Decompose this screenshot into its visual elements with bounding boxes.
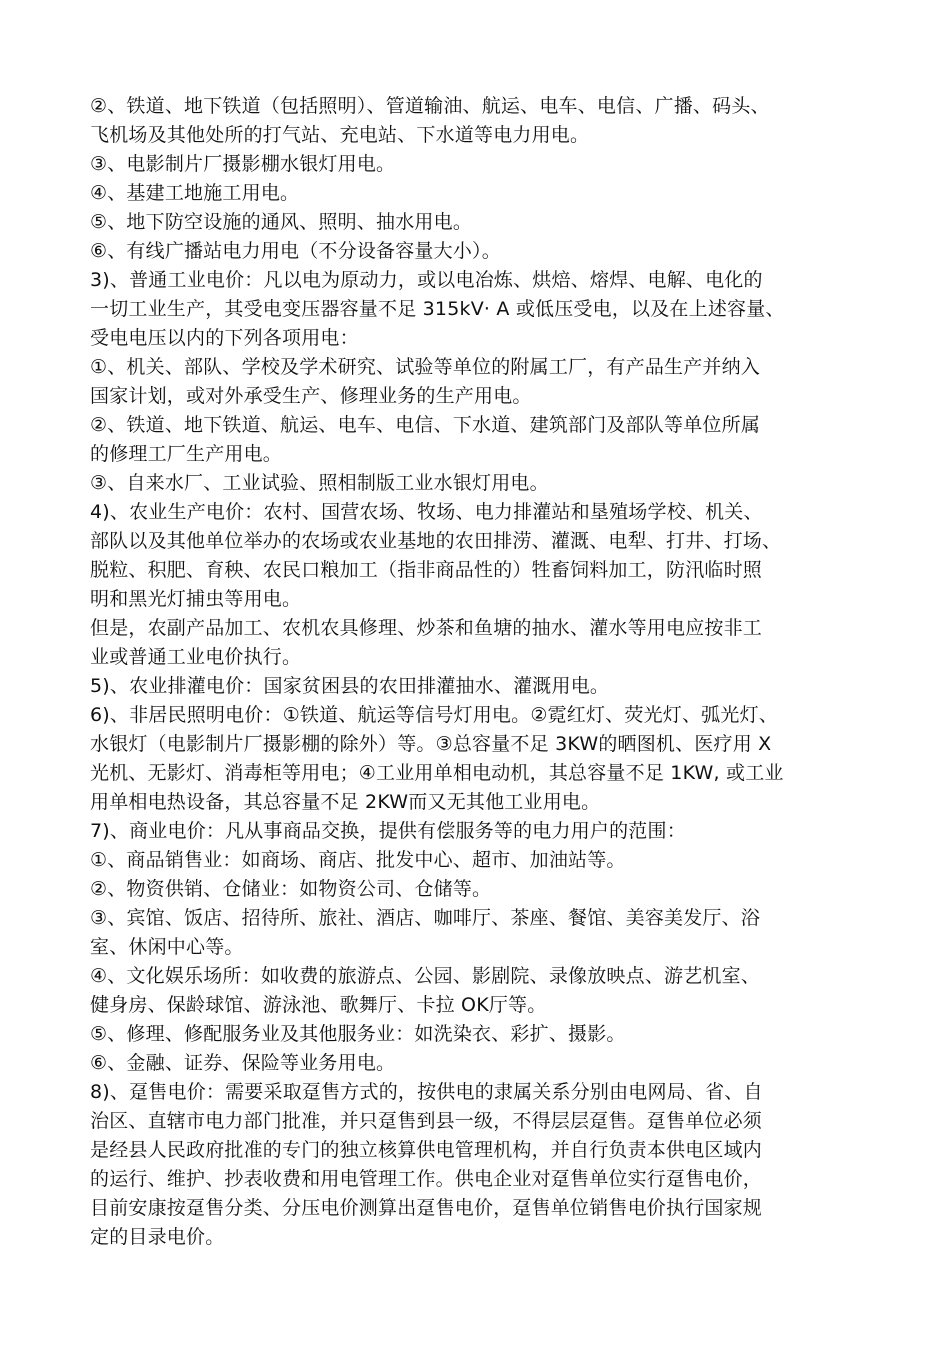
text-line: 部队以及其他单位举办的农场或农业基地的农田排涝、灌溉、电犁、打井、打场、 [90, 530, 782, 552]
text-line: 健身房、保龄球馆、游泳池、歌舞厅、卡拉 OK厅等。 [90, 994, 547, 1016]
text-line: ⑥、金融、证券、保险等业务用电。 [90, 1052, 396, 1074]
document-page [90, 92, 900, 1252]
text-line: 的运行、维护、抄表收费和用电管理工作。供电企业对趸售单位实行趸售电价， [90, 1168, 763, 1190]
text-line: 是经县人民政府批准的专门的独立核算供电管理机构，并自行负责本供电区域内 [90, 1139, 763, 1161]
text-line: 5)、农业排灌电价：国家贫困县的农田排灌抽水、灌溉用电。 [90, 675, 610, 697]
text-line: ⑤、修理、修配服务业及其他服务业：如洗染衣、彩扩、摄影。 [90, 1023, 626, 1045]
text-line: 飞机场及其他处所的打气站、充电站、下水道等电力用电。 [90, 124, 590, 146]
text-line: 8)、趸售电价：需要采取趸售方式的，按供电的隶属关系分别由电网局、省、自 [90, 1081, 763, 1103]
text-line: 但是，农副产品加工、农机农具修理、炒茶和鱼塘的抽水、灌水等用电应按非工 [90, 617, 763, 639]
text-line: ①、商品销售业：如商场、商店、批发中心、超市、加油站等。 [90, 849, 626, 871]
text-line: ①、机关、部队、学校及学术研究、试验等单位的附属工厂，有产品生产并纳入 [90, 356, 761, 378]
text-line: 水银灯（电影制片厂摄影棚的除外）等。③总容量不足 3KW的晒图机、医疗用 X [90, 733, 772, 755]
text-line: 明和黑光灯捕虫等用电。 [90, 588, 302, 610]
text-line: 6)、非居民照明电价：①铁道、航运等信号灯用电。②霓红灯、荧光灯、弧光灯、 [90, 704, 778, 726]
text-line: ③、电影制片厂摄影棚水银灯用电。 [90, 153, 396, 175]
text-line: ②、铁道、地下铁道（包括照明）、管道输油、航运、电车、电信、广播、码头、 [90, 95, 770, 117]
text-line: ③、自来水厂、工业试验、照相制版工业水银灯用电。 [90, 472, 549, 494]
text-line: 定的目录电价。 [90, 1226, 225, 1248]
text-line: ②、铁道、地下铁道、航运、电车、电信、下水道、建筑部门及部队等单位所属 [90, 414, 761, 436]
text-line: ⑥、有线广播站电力用电（不分设备容量大小）。 [90, 240, 501, 262]
text-line: ④、基建工地施工用电。 [90, 182, 300, 204]
text-line: 7)、商业电价：凡从事商品交换，提供有偿服务等的电力用户的范围： [90, 820, 686, 842]
text-line: 的修理工厂生产用电。 [90, 443, 283, 465]
text-line: 用单相电热设备，其总容量不足 2KW而又无其他工业用电。 [90, 791, 601, 813]
text-line: ⑤、地下防空设施的通风、照明、抽水用电。 [90, 211, 473, 233]
text-line: 目前安康按趸售分类、分压电价测算出趸售电价，趸售单位销售电价执行国家规 [90, 1197, 763, 1219]
text-line: 业或普通工业电价执行。 [90, 646, 302, 668]
text-line: ②、物资供销、仓储业：如物资公司、仓储等。 [90, 878, 492, 900]
text-line: 治区、直辖市电力部门批准，并只趸售到县一级，不得层层趸售。趸售单位必须 [90, 1110, 763, 1132]
text-line: 脱粒、积肥、育秧、农民口粮加工（指非商品性的）牲畜饲料加工，防汛临时照 [90, 559, 763, 581]
text-line: 4)、农业生产电价：农村、国营农场、牧场、电力排灌站和垦殖场学校、机关、 [90, 501, 763, 523]
text-line: 国家计划，或对外承受生产、修理业务的生产用电。 [90, 385, 532, 407]
text-line: 室、休闲中心等。 [90, 936, 244, 958]
text-line: 受电电压以内的下列各项用电： [90, 327, 359, 349]
text-line: ④、文化娱乐场所：如收费的旅游点、公园、影剧院、录像放映点、游艺机室、 [90, 965, 761, 987]
text-line: ③、宾馆、饭店、招待所、旅社、酒店、咖啡厅、茶座、餐馆、美容美发厅、浴 [90, 907, 761, 929]
text-line: 3)、普通工业电价：凡以电为原动力，或以电冶炼、烘焙、熔焊、电解、电化的 [90, 269, 763, 291]
text-line: 一切工业生产，其受电变压器容量不足 315kV· A 或低压受电，以及在上述容量、 [90, 298, 785, 320]
text-line: 光机、无影灯、消毒柜等用电；④工业用单相电动机，其总容量不足 1KW, 或工业 [90, 762, 784, 784]
